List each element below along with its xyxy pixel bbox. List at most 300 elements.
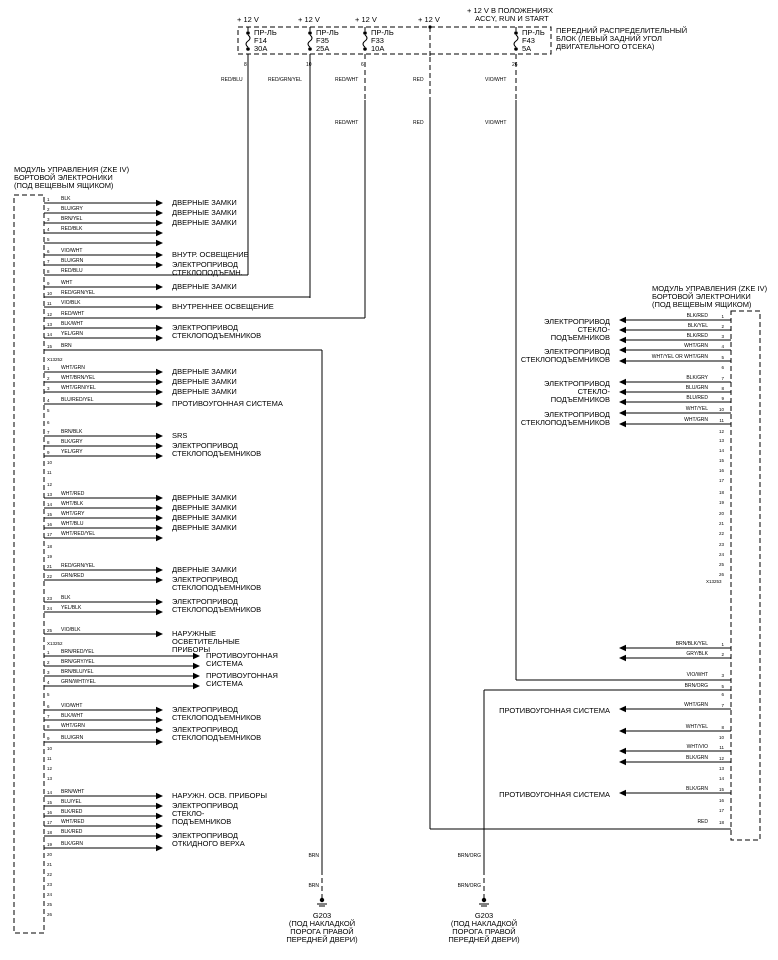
pin-number: 24 (718, 552, 724, 557)
wire-color: VIO/WHT (485, 120, 507, 126)
fuse-label: F43 (522, 36, 535, 45)
function-label: ЭЛЕКТРОПРИВОД (172, 705, 238, 714)
pin-number: 14 (718, 448, 724, 453)
pin-number: 2 (47, 207, 50, 212)
fuse-label: F33 (371, 36, 384, 45)
pin-number: 19 (718, 500, 724, 505)
arrow-right-icon (156, 845, 163, 851)
pin-number: 8 (721, 386, 724, 391)
wire-color: BRN/BLK/YEL (675, 641, 708, 647)
function-label: НАРУЖНЫЕ (172, 629, 217, 638)
wire-color: WHT/GRN/YEL (61, 385, 96, 391)
wire-color: BLK/GRN (686, 755, 708, 761)
wire-color: BLK/RED (61, 829, 83, 835)
arrow-right-icon (156, 335, 163, 341)
fuse-terminal (246, 47, 250, 51)
fuse-label: ПР-ЛЬ (522, 28, 545, 37)
pin-number: 20 (47, 852, 53, 857)
wire-color: WHT/GRN (684, 702, 708, 708)
wire-color: BRN (308, 853, 319, 859)
fuse-label: 10A (371, 44, 385, 53)
fuse-box-label: БЛОК (ЛЕВЫЙ ЗАДНИЙ УГОЛ (556, 34, 662, 43)
pin-number: 7 (47, 259, 50, 264)
pin-number: 2 (47, 376, 50, 381)
arrow-left-icon (619, 645, 626, 651)
wire-color: RED/BLU (61, 268, 83, 274)
wire-color: BLK/WHT (61, 713, 84, 719)
function-label: ДВЕРНЫЕ ЗАМКИ (172, 565, 237, 574)
arrow-right-icon (156, 200, 163, 206)
function-label: ЭЛЕКТРОПРИВОД (544, 317, 610, 326)
arrow-right-icon (156, 727, 163, 733)
wire-color: BRN/ORG (684, 683, 708, 689)
pin-number: 16 (718, 798, 724, 803)
pin-number: 3 (47, 386, 50, 391)
arrow-right-icon (156, 833, 163, 839)
pin-number: 11 (47, 756, 52, 761)
pin-number: 5 (47, 237, 50, 242)
pin-number: 9 (47, 281, 50, 286)
function-label: СТЕКЛО- (172, 809, 205, 818)
fuse-terminal (308, 31, 312, 35)
supply-label: + 12 V (237, 15, 259, 24)
function-label: СТЕКЛОПОДЪЕМНИКОВ (172, 605, 262, 614)
arrow-right-icon (156, 240, 163, 246)
wire-color: BRN/GRY/YEL (61, 659, 95, 665)
function-label: ПРОТИВОУГОННАЯ СИСТЕМА (499, 706, 610, 715)
function-label: ДВЕРНЫЕ ЗАМКИ (172, 523, 237, 532)
pin-number: 22 (47, 574, 53, 579)
function-label: ДВЕРНЫЕ ЗАМКИ (172, 377, 237, 386)
wire-color: BLU/GRN (685, 385, 708, 391)
ground-desc: ПОРОГА ПРАВОЙ (290, 927, 354, 936)
function-label: НАРУЖН. ОСВ. ПРИБОРЫ (172, 791, 268, 800)
function-label: ЭЛЕКТРОПРИВОД (172, 831, 238, 840)
left-module-title: БОРТОВОЙ ЭЛЕКТРОНИКИ (14, 173, 113, 182)
pin-number: 3 (721, 673, 724, 678)
pin-number: 16 (47, 810, 53, 815)
wire-color: WHT/VIO (686, 744, 708, 750)
arrow-right-icon (156, 453, 163, 459)
pin-number: 1 (47, 650, 50, 655)
pin-number: 10 (306, 62, 312, 68)
ground-name: G203 (312, 911, 332, 920)
arrow-right-icon (156, 515, 163, 521)
pin-number: 25 (47, 902, 53, 907)
arrow-right-icon (156, 577, 163, 583)
wire-color: BLK (61, 196, 71, 202)
arrow-right-icon (156, 220, 163, 226)
supply-label: + 12 V (418, 15, 440, 24)
arrow-left-icon (619, 655, 626, 661)
supply-label: + 12 V (355, 15, 377, 24)
ground-desc: ПЕРЕДНЕЙ ДВЕРИ) (448, 935, 520, 944)
pin-number: 15 (47, 512, 53, 517)
function-label: SRS (172, 431, 188, 440)
function-label: ПРОТИВОУГОННАЯ (206, 671, 278, 680)
fuse-label: F35 (316, 36, 329, 45)
wire-color: RED/WHT (61, 311, 85, 317)
function-label: СТЕКЛО- (577, 325, 610, 334)
wire-color: BLK/YEL (687, 323, 708, 329)
wire-color: WHT/BLU (61, 521, 84, 527)
pin-number: 12 (47, 312, 53, 317)
wire-color: BLK (61, 595, 71, 601)
wire-color: BRN/ORG (457, 853, 481, 859)
arrow-right-icon (156, 389, 163, 395)
wire-color: WHT/YEL OR WHT/GRN (651, 354, 708, 360)
function-label: ВНУТР. ОСВЕЩЕНИЕ (172, 250, 249, 259)
pin-number: 23 (718, 542, 724, 547)
arrow-right-icon (156, 443, 163, 449)
fuse-box-label: ДВИГАТЕЛЬНОГО ОТСЕКА) (556, 42, 655, 51)
pin-number: 12 (718, 429, 724, 434)
wire-color: RED/BLU (221, 77, 243, 83)
ground-desc: (ПОД НАКЛАДКОЙ (288, 919, 356, 928)
wire-color: YEL/BLK (61, 605, 82, 611)
wire-color: BLU/RED (686, 395, 708, 401)
pin-number: 7 (47, 430, 50, 435)
pin-number: 13 (718, 766, 724, 771)
function-label: СТЕКЛОПОДЪЕМНИКОВ (172, 583, 262, 592)
ground-splice (482, 898, 486, 902)
function-label: ЭЛЕКТРОПРИВОД (172, 323, 238, 332)
pin-number: 6 (721, 692, 724, 697)
pin-number: 13 (718, 438, 724, 443)
pin-number: 16 (47, 522, 53, 527)
pin-number: 8 (47, 269, 50, 274)
pin-number: 2 (47, 660, 50, 665)
wire-color: VIO/BLK (61, 627, 81, 633)
wire-color: RED (413, 77, 424, 83)
pin-number: 2 (721, 652, 724, 657)
pin-number: 15 (718, 787, 724, 792)
pin-number: 10 (47, 460, 53, 465)
arrow-right-icon (156, 230, 163, 236)
wire-color: RED/BLK (61, 226, 83, 232)
pin-number: 24 (47, 892, 53, 897)
fuse-label: 5A (522, 44, 532, 53)
pin-number: 18 (47, 544, 53, 549)
wire-color: BLK/GRY (686, 375, 708, 381)
arrow-right-icon (156, 525, 163, 531)
arrow-right-icon (156, 495, 163, 501)
pin-number: 4 (721, 344, 724, 349)
pin-number: 19 (47, 842, 53, 847)
pin-number: 1 (721, 642, 724, 647)
pin-number: 11 (47, 301, 52, 306)
pin-number: 6 (721, 365, 724, 370)
function-label: ПРОТИВОУГОННАЯ СИСТЕМА (499, 790, 610, 799)
fuse-icon (246, 35, 250, 47)
pin-number: 9 (47, 450, 50, 455)
pin-number: 10 (47, 746, 53, 751)
supply-label: + 12 V В ПОЛОЖЕНИЯХ (467, 6, 553, 15)
left-module-outline (14, 195, 44, 933)
function-label: ЭЛЕКТРОПРИВОД (544, 410, 610, 419)
function-label: ОСВЕТИТЕЛЬНЫЕ (172, 637, 240, 646)
pin-number: 26 (512, 62, 518, 68)
function-label: ДВЕРНЫЕ ЗАМКИ (172, 503, 237, 512)
pin-number: 4 (47, 680, 50, 685)
pin-number: 13 (47, 492, 53, 497)
pin-number: 12 (718, 756, 724, 761)
function-label: СТЕКЛОПОДЪЕМН. (172, 268, 243, 277)
pin-number: 6 (47, 249, 50, 254)
arrow-left-icon (619, 379, 626, 385)
arrow-left-icon (619, 337, 626, 343)
ground-desc: ПЕРЕДНЕЙ ДВЕРИ) (286, 935, 358, 944)
wire-color: VIO/WHT (61, 248, 83, 254)
wire-color: BLU/GRY (61, 206, 83, 212)
arrow-right-icon (156, 262, 163, 268)
pin-number: 12 (47, 766, 53, 771)
pin-number: 26 (718, 572, 724, 577)
wire-color: BLU/GRN (61, 735, 84, 741)
pin-number: 5 (721, 355, 724, 360)
pin-number: 25 (47, 628, 53, 633)
function-label: СТЕКЛОПОДЪЕМНИКОВ (172, 331, 262, 340)
arrow-left-icon (619, 347, 626, 353)
arrow-right-icon (156, 813, 163, 819)
fuse-icon (514, 35, 518, 47)
arrow-right-icon (193, 663, 200, 669)
pin-number: 6 (47, 704, 50, 709)
wire-color: BLK/RED (686, 333, 708, 339)
wire-color: VIO/BLK (61, 300, 81, 306)
pin-number: 4 (47, 227, 50, 232)
wire-color: BLK/WHT (61, 321, 84, 327)
pin-number: 14 (718, 776, 724, 781)
function-label: ДВЕРНЫЕ ЗАМКИ (172, 282, 237, 291)
wire-color: RED/GRN/YEL (61, 563, 95, 569)
function-label: СИСТЕМА (206, 679, 243, 688)
connector-id: X13252 (47, 641, 63, 646)
wire-color: RED/GRN/YEL (61, 290, 95, 296)
function-label: ЭЛЕКТРОПРИВОД (172, 441, 238, 450)
arrow-right-icon (156, 252, 163, 258)
pin-number: 19 (47, 554, 53, 559)
pin-number: 15 (47, 344, 53, 349)
wire-color: WHT/RED/YEL (61, 531, 96, 537)
pin-number: 14 (47, 332, 53, 337)
pin-number: 23 (47, 596, 53, 601)
function-label: ДВЕРНЫЕ ЗАМКИ (172, 513, 237, 522)
ground-name: G203 (474, 911, 494, 920)
arrow-left-icon (619, 728, 626, 734)
arrow-left-icon (619, 389, 626, 395)
pin-number: 18 (47, 830, 53, 835)
wire-color: GRN/WHT/YEL (61, 679, 96, 685)
right-module-title: (ПОД ВЕЩЕВЫМ ЯЩИКОМ) (652, 300, 752, 309)
arrow-right-icon (156, 609, 163, 615)
arrow-right-icon (156, 803, 163, 809)
function-label: СТЕКЛОПОДЪЕМНИКОВ (520, 355, 610, 364)
fuse-terminal (363, 47, 367, 51)
fuse-icon (308, 35, 312, 47)
supply-label: + 12 V (298, 15, 320, 24)
wire-color: RED/WHT (335, 77, 359, 83)
arrow-right-icon (156, 325, 163, 331)
pin-number: 14 (47, 790, 53, 795)
pin-number: 24 (47, 606, 53, 611)
function-label: ЭЛЕКТРОПРИВОД (544, 347, 610, 356)
fuse-box-outline (238, 27, 551, 54)
arrow-right-icon (156, 401, 163, 407)
pin-number: 8 (244, 62, 247, 68)
pin-number: 6 (361, 62, 364, 68)
pin-number: 11 (719, 418, 724, 423)
wire-color: BRN/BLU/YEL (61, 669, 94, 675)
pin-number: 21 (718, 521, 724, 526)
pin-number: 16 (718, 468, 724, 473)
pin-number: 13 (47, 776, 53, 781)
wire-color: WHT (61, 280, 73, 286)
wire-color: BLU/YEL (61, 799, 82, 805)
pin-number: 14 (47, 502, 53, 507)
arrow-left-icon (619, 358, 626, 364)
wire-color: BRN (61, 343, 72, 349)
function-label: ПОДЪЕМНИКОВ (550, 395, 610, 404)
function-label: ДВЕРНЫЕ ЗАМКИ (172, 493, 237, 502)
pin-number: 11 (719, 745, 724, 750)
wire-color: VIO/WHT (686, 672, 708, 678)
wire-color: WHT/GRN (684, 343, 708, 349)
pin-number: 4 (47, 398, 50, 403)
function-label: ПРИБОРЫ (172, 645, 211, 654)
function-label: ЭЛЕКТРОПРИВОД (172, 260, 238, 269)
arrow-right-icon (156, 505, 163, 511)
fuse-terminal (246, 31, 250, 35)
arrow-right-icon (156, 823, 163, 829)
pin-number: 26 (47, 912, 53, 917)
fuse-icon (363, 35, 367, 47)
pin-number: 3 (47, 217, 50, 222)
arrow-left-icon (619, 410, 626, 416)
fuse-label: ПР-ЛЬ (316, 28, 339, 37)
wire-color: VIO/WHT (485, 77, 507, 83)
arrow-left-icon (619, 327, 626, 333)
arrow-right-icon (156, 739, 163, 745)
function-label: СИСТЕМА (206, 659, 243, 668)
wire-color: WHT/RED (61, 819, 85, 825)
fuse-label: 30A (254, 44, 268, 53)
pin-number: 3 (721, 334, 724, 339)
arrow-right-icon (156, 717, 163, 723)
wire-color: BRN/RED/YEL (61, 649, 95, 655)
wire-color: BLK/GRY (61, 439, 83, 445)
pin-number: 22 (47, 872, 53, 877)
arrow-left-icon (619, 759, 626, 765)
function-label: ЭЛЕКТРОПРИВОД (544, 379, 610, 388)
function-label: ЭЛЕКТРОПРИВОД (172, 597, 238, 606)
wire-color: YEL/GRY (61, 449, 83, 455)
wire-color: BRN/WHT (61, 789, 85, 795)
fuse-label: ПР-ЛЬ (254, 28, 277, 37)
function-label: ДВЕРНЫЕ ЗАМКИ (172, 198, 237, 207)
function-label: ДВЕРНЫЕ ЗАМКИ (172, 218, 237, 227)
arrow-right-icon (156, 304, 163, 310)
wire-color: VIO/WHT (61, 703, 83, 709)
right-module-outline (731, 311, 760, 840)
wire-color: WHT/GRN (61, 723, 85, 729)
arrow-right-icon (156, 369, 163, 375)
supply-label: ACCY, RUN И START (475, 14, 549, 23)
arrow-right-icon (193, 683, 200, 689)
pin-number: 8 (721, 725, 724, 730)
wire-color: WHT/BLK (61, 501, 84, 507)
pin-number: 9 (721, 396, 724, 401)
arrow-right-icon (156, 793, 163, 799)
pin-number: 5 (47, 692, 50, 697)
fuse-terminal (514, 31, 518, 35)
pin-number: 21 (47, 862, 53, 867)
pin-number: 5 (721, 684, 724, 689)
fuse-label: 25A (316, 44, 330, 53)
pin-number: 15 (718, 458, 724, 463)
pin-number: 7 (721, 703, 724, 708)
function-label: ОТКИДНОГО ВЕРХА (172, 839, 245, 848)
fuse-label: ПР-ЛЬ (371, 28, 394, 37)
pin-number: 9 (47, 736, 50, 741)
pin-number: 20 (718, 511, 724, 516)
pin-number: 10 (718, 407, 724, 412)
wire-color: GRY/BLK (686, 651, 708, 657)
pin-number: 23 (47, 882, 53, 887)
arrow-right-icon (156, 379, 163, 385)
function-label: ЭЛЕКТРОПРИВОД (172, 725, 238, 734)
wire-color: WHT/YEL (685, 406, 708, 412)
function-label: ЭЛЕКТРОПРИВОД (172, 801, 238, 810)
wire-color: BLU/RED/YEL (61, 397, 94, 403)
wire-color: WHT/GRN (61, 365, 85, 371)
arrow-left-icon (619, 317, 626, 323)
wire-color: GRN/RED (61, 573, 85, 579)
wire-color: RED/WHT (335, 120, 359, 126)
wire-color: RED (697, 819, 708, 825)
arrow-right-icon (156, 567, 163, 573)
arrow-left-icon (619, 706, 626, 712)
function-label: ЭЛЕКТРОПРИВОД (172, 575, 238, 584)
wire-color: BLK/RED (686, 313, 708, 319)
arrow-right-icon (156, 707, 163, 713)
pin-number: 1 (47, 197, 50, 202)
pin-number: 17 (718, 478, 724, 483)
pin-number: 15 (47, 800, 53, 805)
pin-number: 7 (721, 376, 724, 381)
wire-color: BLK/RED (61, 809, 83, 815)
pin-number: 22 (718, 531, 724, 536)
wire-color: BRN (308, 883, 319, 889)
function-label: ПРОТИВОУГОННАЯ (206, 651, 278, 660)
arrow-left-icon (619, 748, 626, 754)
pin-number: 25 (718, 562, 724, 567)
wire-color: RED (413, 120, 424, 126)
wire-color: BLK/GRN (61, 841, 83, 847)
connector-id: X13252 (47, 357, 63, 362)
ground-desc: ПОРОГА ПРАВОЙ (452, 927, 516, 936)
pin-number: 18 (718, 490, 724, 495)
arrow-right-icon (193, 673, 200, 679)
wire-color: WHT/BRN/YEL (61, 375, 96, 381)
function-label: СТЕКЛОПОДЪЕМНИКОВ (172, 733, 262, 742)
pin-number: 6 (47, 420, 50, 425)
arrow-right-icon (156, 599, 163, 605)
wire-color: WHT/RED (61, 491, 85, 497)
function-label: ДВЕРНЫЕ ЗАМКИ (172, 387, 237, 396)
function-label: ВНУТРЕННЕЕ ОСВЕЩЕНИЕ (172, 302, 274, 311)
pin-number: 8 (47, 724, 50, 729)
